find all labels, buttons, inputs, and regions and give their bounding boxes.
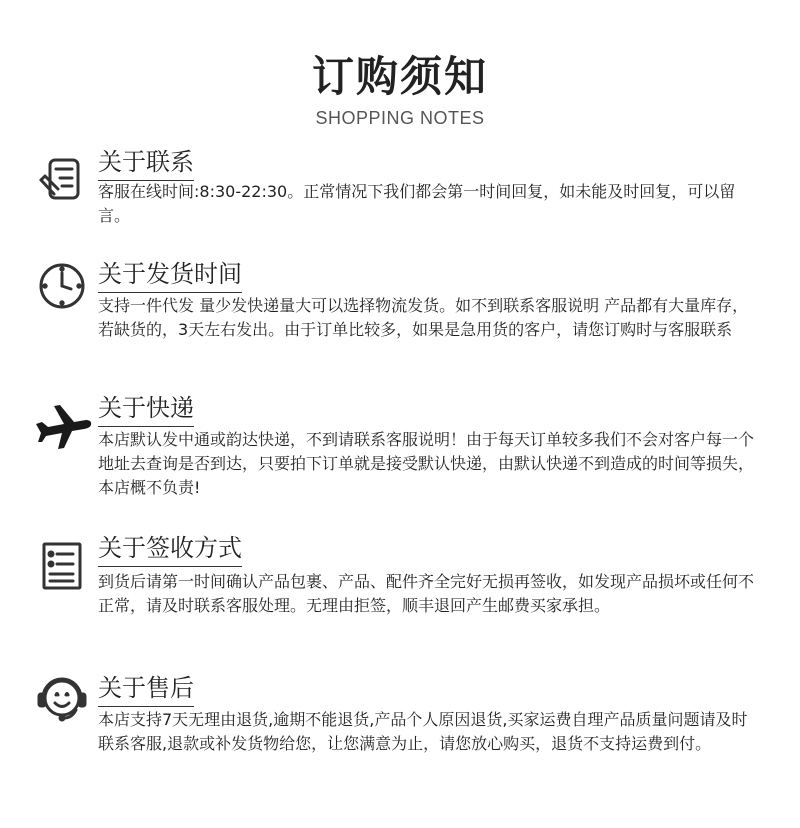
- section-heading: 关于发货时间: [98, 254, 242, 293]
- section-text: 支持一件代发 量少发快递量大可以选择物流发货。如不到联系客服说明 产品都有大量库存，若缺货的，3天左右发出。由于订单比较多，如果是急用货的客户，请您订购时与客服联系: [98, 296, 749, 339]
- section-text: 本店支持7天无理由退货,逾期不能退货,产品个人原因退货,买家运费自理产品质量问题请及时联系客服,退款或补发货物给您，让您满意为止，请您放心购买，退货不支持运费到付。: [98, 710, 748, 753]
- clipboard-icon: [36, 154, 88, 206]
- section-heading: 关于快递: [98, 388, 194, 427]
- form-icon: [36, 540, 88, 592]
- section-text: 到货后请第一时间确认产品包裹、产品、配件齐全完好无损再签收，如发现产品损坏或任何不正常，请及时联系客服处理。无理由拒签，顺丰退回产生邮费买家承担。: [98, 572, 755, 615]
- section-text: 本店默认发中通或韵达快递，不到请联系客服说明！由于每天订单较多我们不会对客户每一个地址去查询是否到达，只要拍下订单就是接受默认快递，由默认快递不到造成的时间等损失，本店概不负责!: [98, 430, 755, 497]
- clock-icon: [36, 260, 88, 312]
- page-title: 订购须知: [311, 52, 488, 101]
- airplane-icon: [34, 400, 94, 452]
- headset-icon: [36, 672, 88, 724]
- section-heading: 关于售后: [98, 668, 194, 707]
- section-heading: 关于联系: [98, 142, 194, 181]
- section-text: 客服在线时间:8:30-22:30。正常情况下我们都会第一时间回复，如未能及时回复，可以留言。: [98, 182, 736, 225]
- page-subtitle: SHOPPING NOTES: [315, 108, 485, 128]
- section-heading: 关于签收方式: [98, 528, 242, 567]
